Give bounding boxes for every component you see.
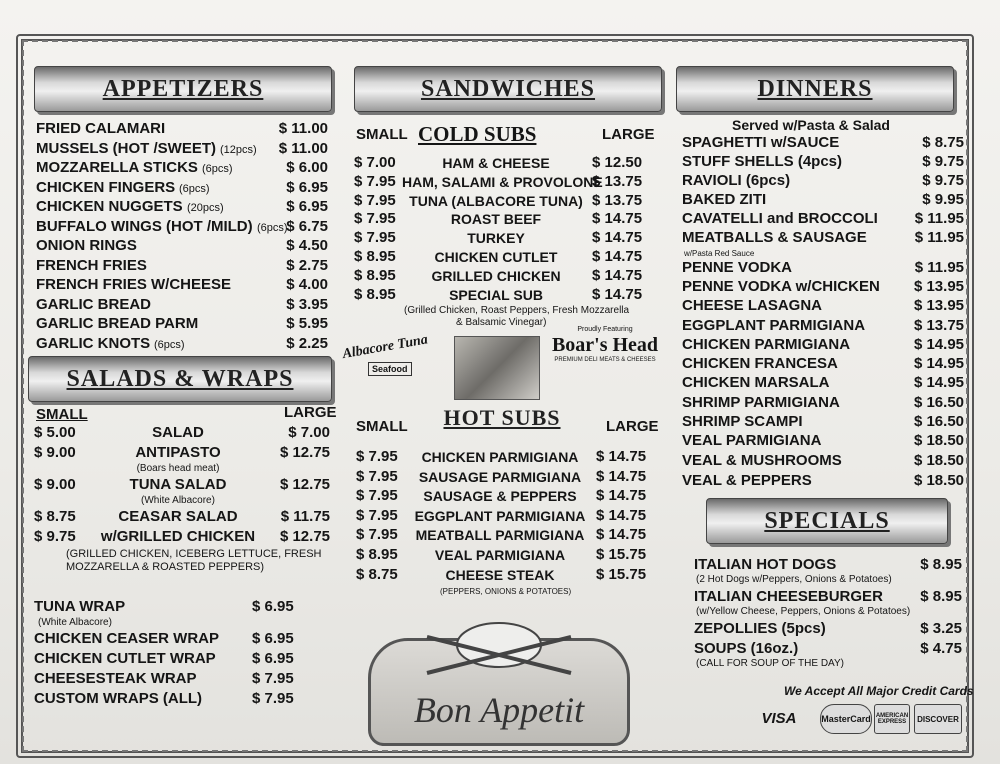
- cold-sub-small-price: $ 7.95: [354, 210, 396, 228]
- meatball-note: w/Pasta Red Sauce: [684, 249, 755, 258]
- special-price: $ 8.95: [920, 556, 962, 573]
- hot-sub-small-price: $ 7.95: [356, 448, 398, 465]
- boars-proud-text: Proudly Featuring: [577, 326, 633, 333]
- dinner-name: MEATBALLS & SAUSAGE: [682, 229, 867, 246]
- dinner-name: STUFF SHELLS (4pcs): [682, 153, 843, 170]
- cold-sub-name: HAM, SALAMI & PROVOLONE: [402, 173, 603, 190]
- appetizer-note: (6pcs): [154, 338, 185, 351]
- hot-sub-name: SAUSAGE PARMIGIANA: [418, 468, 582, 485]
- dinner-name: CHICKEN PARMIGIANA: [682, 336, 851, 353]
- wrap-price: $ 7.95: [252, 690, 294, 707]
- hot-sub-large-price: $ 15.75: [596, 546, 647, 563]
- appetizer-price: $ 4.00: [286, 276, 328, 293]
- appetizer-note: (6pcs): [179, 182, 210, 195]
- special-note: (CALL FOR SOUP OF THE DAY): [696, 658, 844, 669]
- appetizer-price: $ 4.50: [286, 237, 328, 254]
- albacore-text: Albacore Tuna: [341, 332, 429, 363]
- dinner-name: VEAL & MUSHROOMS: [682, 452, 842, 469]
- hot-sub-small-price: $ 7.95: [356, 487, 398, 505]
- dinner-price: $ 13.75: [913, 317, 964, 334]
- salad-name: CEASAR SALAD: [118, 508, 238, 525]
- hot-sub-small-price: $ 8.95: [356, 546, 398, 563]
- hot-sub-large-price: $ 14.75: [596, 506, 647, 524]
- wrap-name: TUNA WRAP: [34, 598, 126, 615]
- cold-sub-name: HAM & CHEESE: [442, 155, 550, 171]
- wrap-price: $ 6.95: [252, 650, 294, 667]
- bon-appetit-plaque: [368, 638, 630, 746]
- cold-sub-name: TUNA (ALBACORE TUNA): [409, 192, 583, 209]
- dinner-name: EGGPLANT PARMIGIANA: [682, 317, 866, 334]
- dinner-price: $ 9.95: [922, 191, 964, 208]
- wrap-name: CHICKEN CEASER WRAP: [34, 630, 220, 647]
- salad-note: (Boars head meat): [136, 463, 220, 474]
- appetizer-note: (20pcs): [187, 202, 224, 214]
- special-price: $ 4.75: [920, 640, 962, 657]
- hot-sub-name: SAUSAGE & PEPPERS: [423, 488, 577, 505]
- dinner-name: PENNE VODKA w/CHICKEN: [682, 278, 880, 295]
- hot-sub-small-price: $ 8.75: [356, 565, 398, 583]
- hot-sub-name: CHEESE STEAK: [445, 566, 555, 583]
- salads-small-label: SMALL: [36, 406, 88, 423]
- hot-sub-small-price: $ 7.95: [356, 526, 398, 544]
- special-note: (2 Hot Dogs w/Peppers, Onions & Potatoes): [696, 574, 892, 585]
- salad-large-price: $ 12.75: [279, 476, 330, 493]
- special-sub-note-1: (Grilled Chicken, Roast Peppers, Fresh Mozzarella: [404, 305, 630, 316]
- dinner-name: CHICKEN MARSALA: [682, 374, 830, 391]
- salad-small-price: $ 9.00: [34, 444, 76, 461]
- hot-sub-name: MEATBALL PARMIGIANA: [415, 527, 585, 544]
- special-price: $ 8.95: [920, 588, 962, 605]
- dinner-name: SPAGHETTI w/SAUCE: [682, 134, 840, 151]
- hot-sub-name: VEAL PARMIGIANA: [434, 547, 566, 563]
- appetizer-note: (6pcs): [257, 221, 288, 234]
- appetizer-price: $ 6.75: [286, 217, 328, 235]
- cold-sub-large-price: $ 14.75: [592, 229, 643, 247]
- dinner-price: $ 11.95: [914, 210, 964, 227]
- cold-sub-small-price: $ 7.95: [354, 191, 396, 209]
- salads-title: SALADS & WRAPS: [66, 365, 294, 392]
- wrap-price: $ 6.95: [252, 630, 294, 647]
- dinner-name: CAVATELLI and BROCCOLI: [682, 210, 878, 227]
- dinner-name: BAKED ZITI: [682, 191, 767, 208]
- cold-sub-small-price: $ 7.00: [354, 154, 396, 171]
- albacore-tuna-logo: [338, 332, 448, 382]
- hot-subs-header: [422, 402, 582, 434]
- sandwiches-header: [354, 66, 662, 112]
- cold-sub-name: GRILLED CHICKEN: [431, 267, 561, 284]
- dinner-name: CHEESE LASAGNA: [682, 297, 823, 314]
- salad-name: TUNA SALAD: [129, 476, 227, 493]
- special-price: $ 3.25: [920, 620, 962, 637]
- salad-name: SALAD: [152, 424, 204, 441]
- appetizer-name: MOZZARELLA STICKS: [36, 159, 198, 176]
- boars-name-text: Boar's Head: [551, 334, 659, 356]
- mastercard-logo: MasterCard: [820, 704, 872, 734]
- salad-name: ANTIPASTO: [135, 444, 221, 461]
- appetizer-name: MUSSELS (HOT /SWEET): [36, 139, 216, 157]
- wrap-price: $ 6.95: [252, 598, 294, 615]
- hot-sub-name: CHICKEN PARMIGIANA: [421, 449, 579, 465]
- cold-sub-large-price: $ 12.50: [592, 154, 643, 171]
- cold-sub-small-price: $ 7.95: [354, 229, 396, 247]
- cold-sub-small-price: $ 8.95: [354, 266, 396, 284]
- hot-sub-large-price: $ 14.75: [596, 448, 647, 465]
- salads-large-label: LARGE: [284, 404, 337, 421]
- salad-large-price: $ 11.75: [280, 508, 330, 525]
- dinners-title: DINNERS: [757, 75, 873, 102]
- special-name: ZEPOLLIES (5pcs): [694, 620, 826, 637]
- salad-large-price: $ 7.00: [288, 424, 330, 441]
- cold-sub-name: CHICKEN CUTLET: [434, 249, 558, 265]
- cold-sub-name: SPECIAL SUB: [449, 286, 543, 303]
- dinner-price: $ 8.75: [922, 134, 964, 151]
- cold-sub-name: ROAST BEEF: [450, 211, 542, 228]
- salad-large-price: $ 12.75: [279, 528, 330, 545]
- cold-sub-large-price: $ 14.75: [592, 248, 643, 265]
- bon-appetit-text: Bon Appetit: [413, 690, 585, 730]
- hot-sub-small-price: $ 7.95: [356, 467, 398, 485]
- dinner-price: $ 14.95: [913, 355, 964, 372]
- appetizers-header: [34, 66, 332, 112]
- dinner-name: PENNE VODKA: [682, 259, 793, 276]
- appetizer-name: FRENCH FRIES W/CHEESE: [36, 276, 232, 293]
- hot-sub-small-price: $ 7.95: [356, 506, 398, 524]
- appetizer-price: $ 6.95: [286, 198, 328, 215]
- dinner-price: $ 18.50: [913, 472, 964, 489]
- appetizer-name: CHICKEN NUGGETS: [36, 198, 183, 215]
- seafood-text: Seafood: [368, 362, 412, 376]
- dinner-price: $ 13.95: [913, 297, 964, 314]
- appetizer-price: $ 5.95: [286, 315, 328, 332]
- credit-cards-text: We Accept All Major Credit Cards: [784, 684, 974, 698]
- appetizer-name: CHICKEN FINGERS: [36, 178, 176, 196]
- special-note: (w/Yellow Cheese, Peppers, Onions & Potatoes): [696, 606, 911, 617]
- cold-sub-name: TURKEY: [467, 230, 525, 247]
- food-photo: [454, 336, 540, 400]
- appetizer-price: $ 6.00: [286, 159, 328, 176]
- dinner-name: RAVIOLI (6pcs): [682, 172, 791, 189]
- appetizer-note: (12pcs): [220, 143, 257, 156]
- hot-sub-large-price: $ 14.75: [596, 467, 647, 485]
- hot-sub-large-price: $ 14.75: [596, 487, 647, 505]
- appetizer-name: FRENCH FRIES: [36, 256, 147, 274]
- dinner-price: $ 16.50: [913, 394, 964, 411]
- hot-sub-large-price: $ 15.75: [596, 565, 647, 583]
- cold-sub-large-price: $ 13.75: [592, 191, 643, 209]
- hot-sub-large-price: $ 14.75: [596, 526, 647, 544]
- boars-sub-text: PREMIUM DELI MEATS & CHEESES: [554, 357, 656, 363]
- hot-sub-name: EGGPLANT PARMIGIANA: [414, 507, 586, 524]
- visa-logo: VISA: [761, 709, 797, 727]
- salad-small-price: $ 9.00: [34, 476, 76, 493]
- appetizer-note: (6pcs): [202, 163, 233, 175]
- salad-small-price: $ 9.75: [34, 528, 76, 545]
- cold-large-label: LARGE: [602, 126, 655, 143]
- salad-name: w/GRILLED CHICKEN: [100, 528, 256, 545]
- steak-note: (PEPPERS, ONIONS & POTATOES): [440, 587, 572, 596]
- cold-sub-large-price: $ 13.75: [592, 172, 643, 190]
- hot-large-label: LARGE: [606, 418, 659, 435]
- special-name: ITALIAN CHEESEBURGER: [694, 588, 883, 605]
- wrap-note: (White Albacore): [38, 617, 112, 628]
- special-name: SOUPS (16oz.): [694, 640, 799, 657]
- dinner-price: $ 9.75: [922, 172, 964, 189]
- cold-sub-large-price: $ 14.75: [592, 266, 643, 284]
- appetizers-title: APPETIZERS: [102, 75, 264, 102]
- appetizer-price: $ 2.25: [286, 334, 328, 352]
- appetizer-price: $ 11.00: [278, 139, 328, 157]
- dinner-price: $ 13.95: [913, 278, 964, 295]
- wrap-price: $ 7.95: [252, 670, 294, 687]
- specials-header: [706, 498, 948, 544]
- grilled-note-2: MOZZARELLA & ROASTED PEPPERS): [66, 561, 265, 573]
- dinners-header: [676, 66, 954, 112]
- cold-sub-small-price: $ 8.95: [354, 285, 396, 303]
- dinner-name: VEAL PARMIGIANA: [682, 432, 822, 449]
- cold-sub-large-price: $ 14.75: [592, 285, 643, 303]
- dinner-price: $ 14.95: [913, 374, 964, 391]
- wrap-name: CHICKEN CUTLET WRAP: [34, 650, 216, 667]
- appetizer-name: GARLIC KNOTS: [36, 334, 151, 352]
- salad-note: (White Albacore): [141, 495, 215, 506]
- cold-small-label: SMALL: [356, 126, 408, 143]
- dinner-price: $ 18.50: [913, 432, 964, 449]
- appetizer-price: $ 3.95: [286, 295, 328, 313]
- dinner-price: $ 16.50: [913, 413, 964, 430]
- dinner-name: SHRIMP SCAMPI: [682, 413, 803, 430]
- special-sub-note-2: & Balsamic Vinegar): [456, 317, 547, 328]
- dinner-name: VEAL & PEPPERS: [682, 472, 812, 489]
- salad-small-price: $ 8.75: [34, 508, 76, 525]
- cold-sub-large-price: $ 14.75: [592, 210, 643, 228]
- dinner-price: $ 14.95: [913, 336, 964, 353]
- amex-logo: AMERICAN EXPRESS: [874, 704, 910, 734]
- appetizer-price: $ 6.95: [286, 178, 328, 196]
- appetizer-price: $ 2.75: [286, 256, 328, 274]
- sandwiches-title: SANDWICHES: [420, 75, 596, 102]
- boars-head-logo: [548, 326, 662, 374]
- appetizer-name: GARLIC BREAD: [36, 295, 151, 313]
- specials-title: SPECIALS: [764, 507, 890, 534]
- salads-header: [28, 356, 332, 402]
- salad-large-price: $ 12.75: [279, 444, 330, 461]
- chef-hat-icon: [371, 619, 627, 679]
- appetizer-name: ONION RINGS: [36, 237, 137, 254]
- dinner-price: $ 18.50: [913, 452, 964, 469]
- special-name: ITALIAN HOT DOGS: [694, 556, 837, 573]
- grilled-note-1: (GRILLED CHICKEN, ICEBERG LETTUCE, FRESH: [66, 548, 322, 560]
- dinner-price: $ 11.95: [914, 259, 964, 276]
- appetizer-price: $ 11.00: [278, 120, 328, 137]
- appetizer-name: FRIED CALAMARI: [36, 120, 166, 137]
- hot-small-label: SMALL: [356, 418, 408, 435]
- appetizer-name: BUFFALO WINGS (HOT /MILD): [36, 217, 253, 235]
- wrap-name: CHEESESTEAK WRAP: [34, 670, 197, 687]
- salad-small-price: $ 5.00: [34, 424, 76, 441]
- cold-subs-title: COLD SUBS: [418, 122, 537, 146]
- cold-sub-small-price: $ 7.95: [354, 172, 396, 190]
- cold-sub-small-price: $ 8.95: [354, 248, 396, 265]
- dinner-name: CHICKEN FRANCESA: [682, 355, 838, 372]
- appetizer-name: GARLIC BREAD PARM: [36, 315, 199, 332]
- wrap-name: CUSTOM WRAPS (ALL): [34, 690, 203, 707]
- dinner-name: SHRIMP PARMIGIANA: [682, 394, 840, 411]
- dinners-subtitle: Served w/Pasta & Salad: [732, 117, 890, 133]
- discover-logo: DISCOVER: [914, 704, 962, 734]
- hot-subs-title: HOT SUBS: [443, 405, 561, 430]
- dinner-price: $ 11.95: [914, 229, 964, 246]
- dinner-price: $ 9.75: [922, 153, 964, 170]
